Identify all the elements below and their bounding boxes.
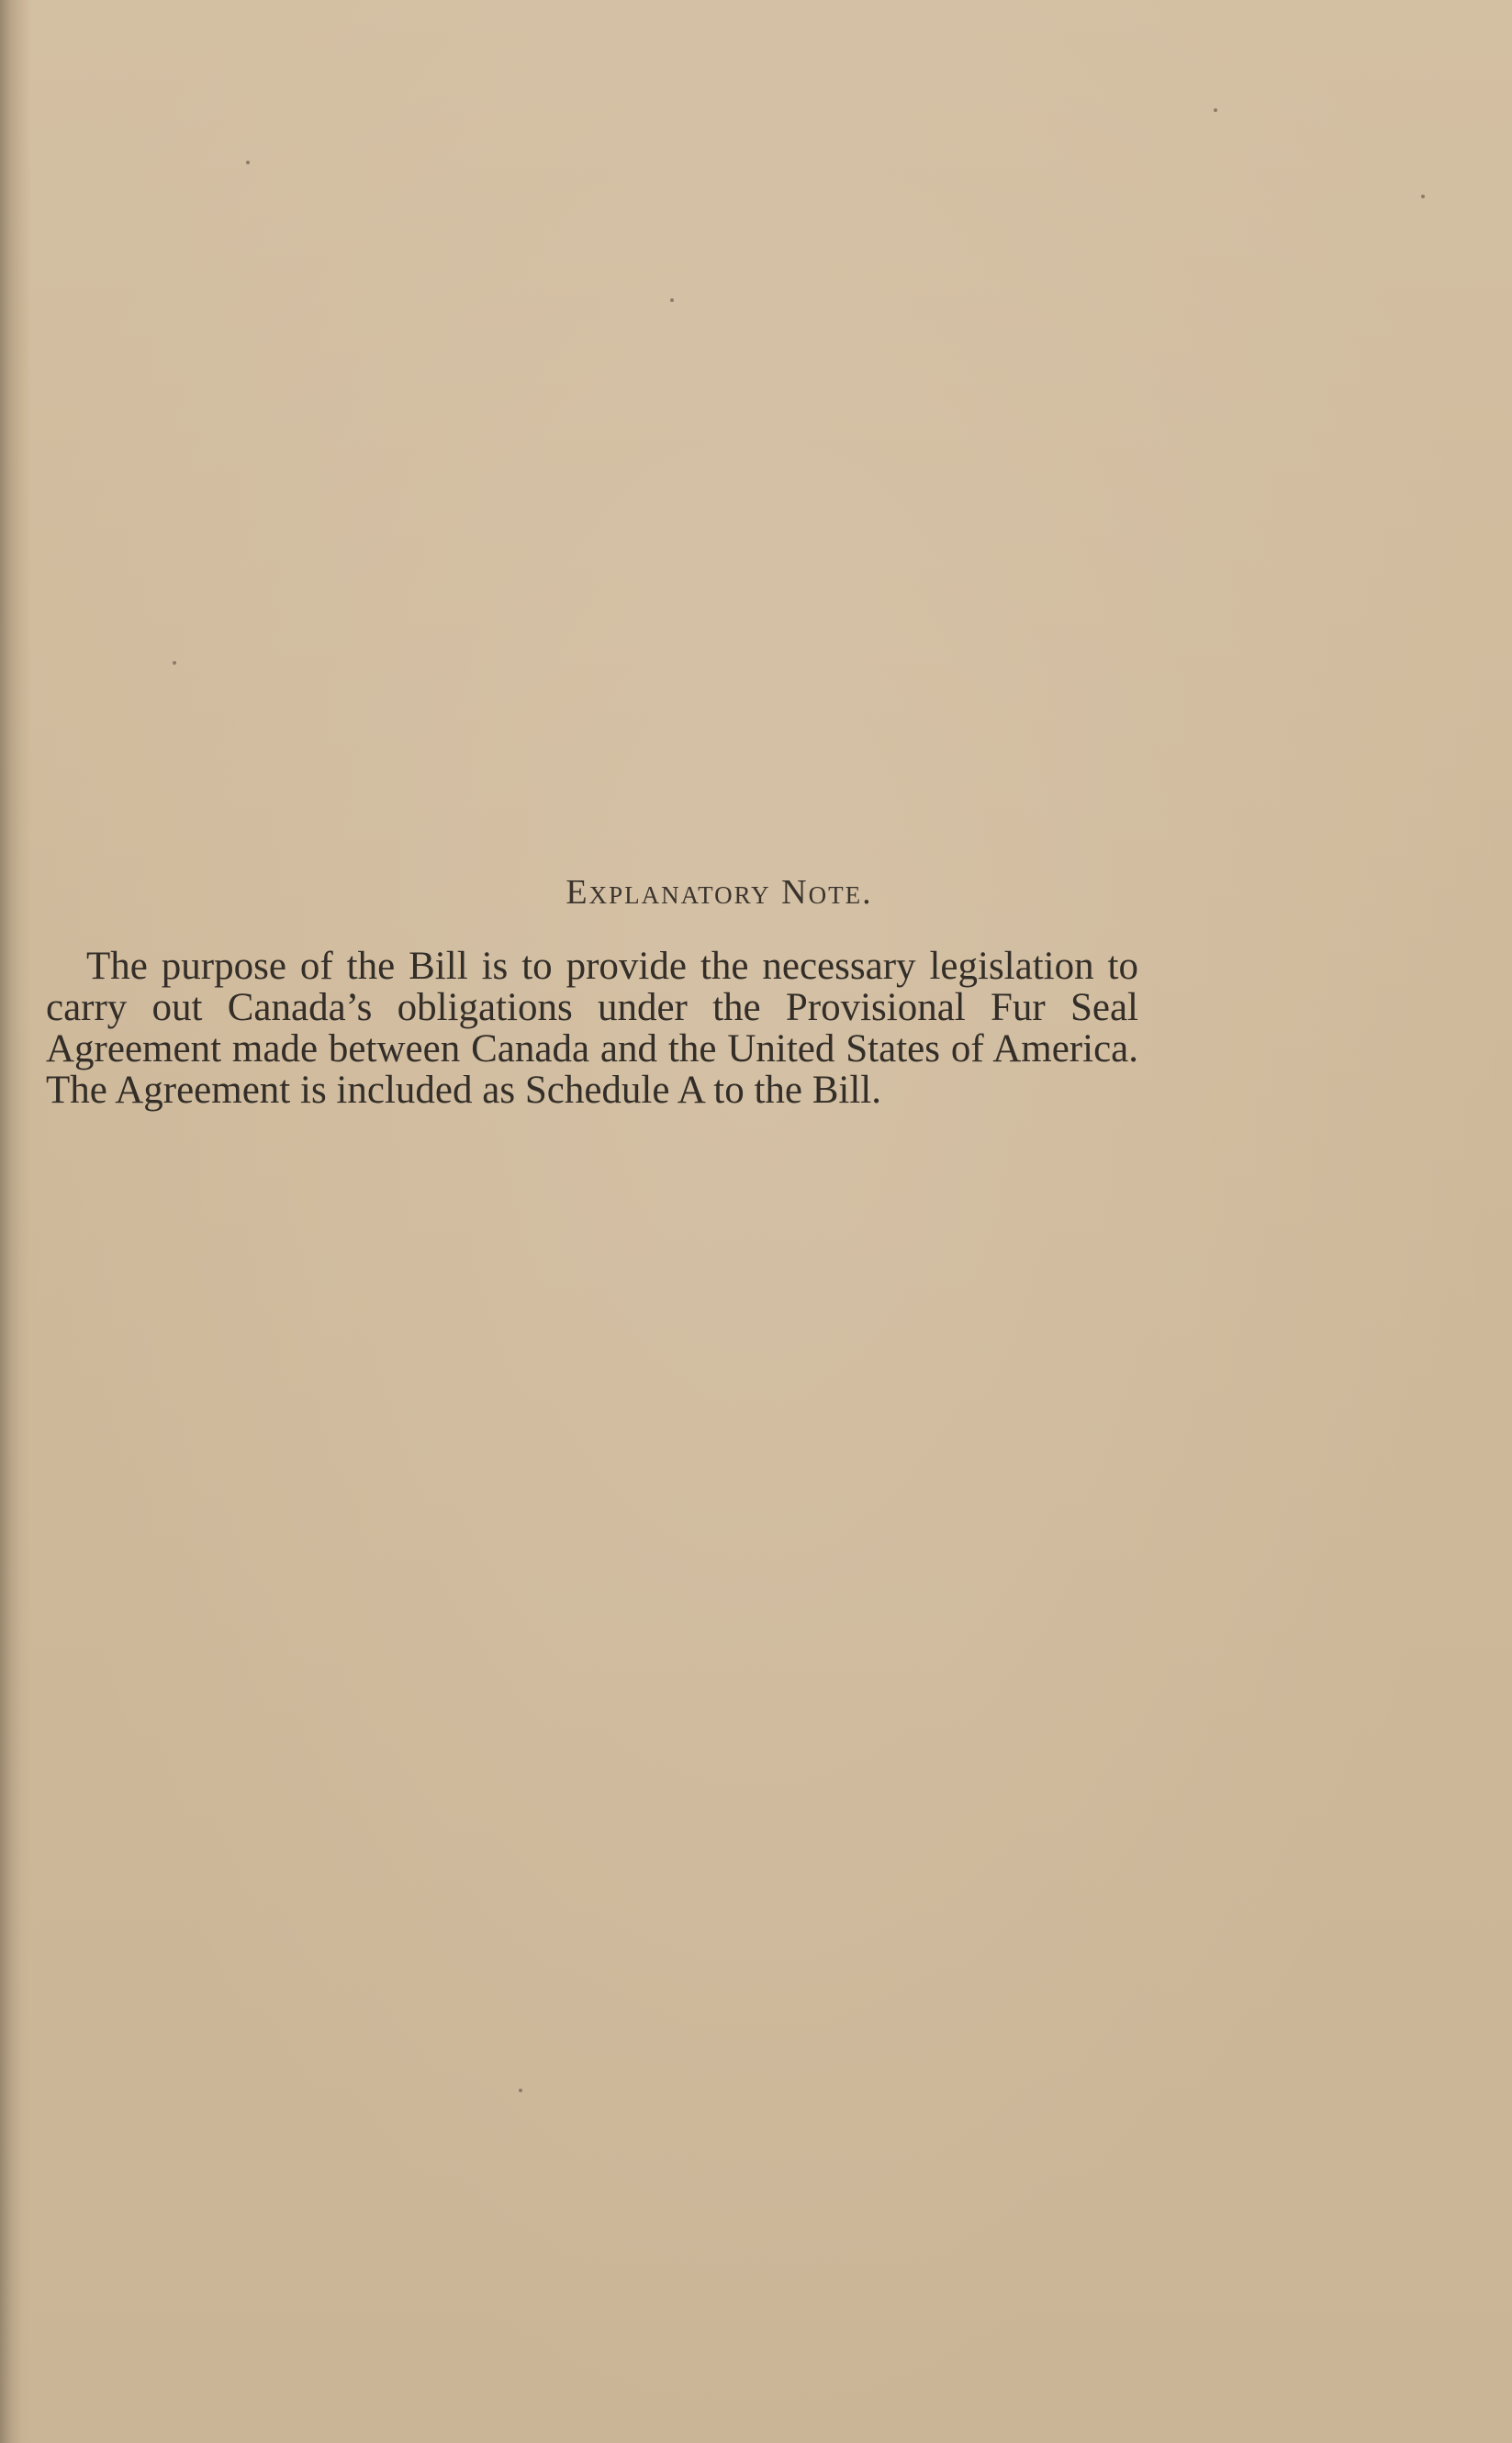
page-title	[0, 872, 1512, 913]
paper-speck	[1214, 108, 1217, 112]
binding-edge	[0, 0, 31, 2443]
explanatory-note-paragraph: The purpose of the Bill is to provide the necessary legislation to carry out Canada’s obligations under the Provisional Fur Seal Agreement made between Canada and the United States of America. The Agreement is included as Schedule A to the Bill.	[46, 945, 1138, 1112]
paper-speck	[1421, 195, 1425, 198]
paper-speck	[246, 161, 250, 164]
paper-speck	[519, 2089, 522, 2092]
page-title-text: Explanatory Note.	[566, 873, 873, 912]
paper-speck	[173, 661, 176, 665]
paper-speck	[670, 298, 674, 302]
